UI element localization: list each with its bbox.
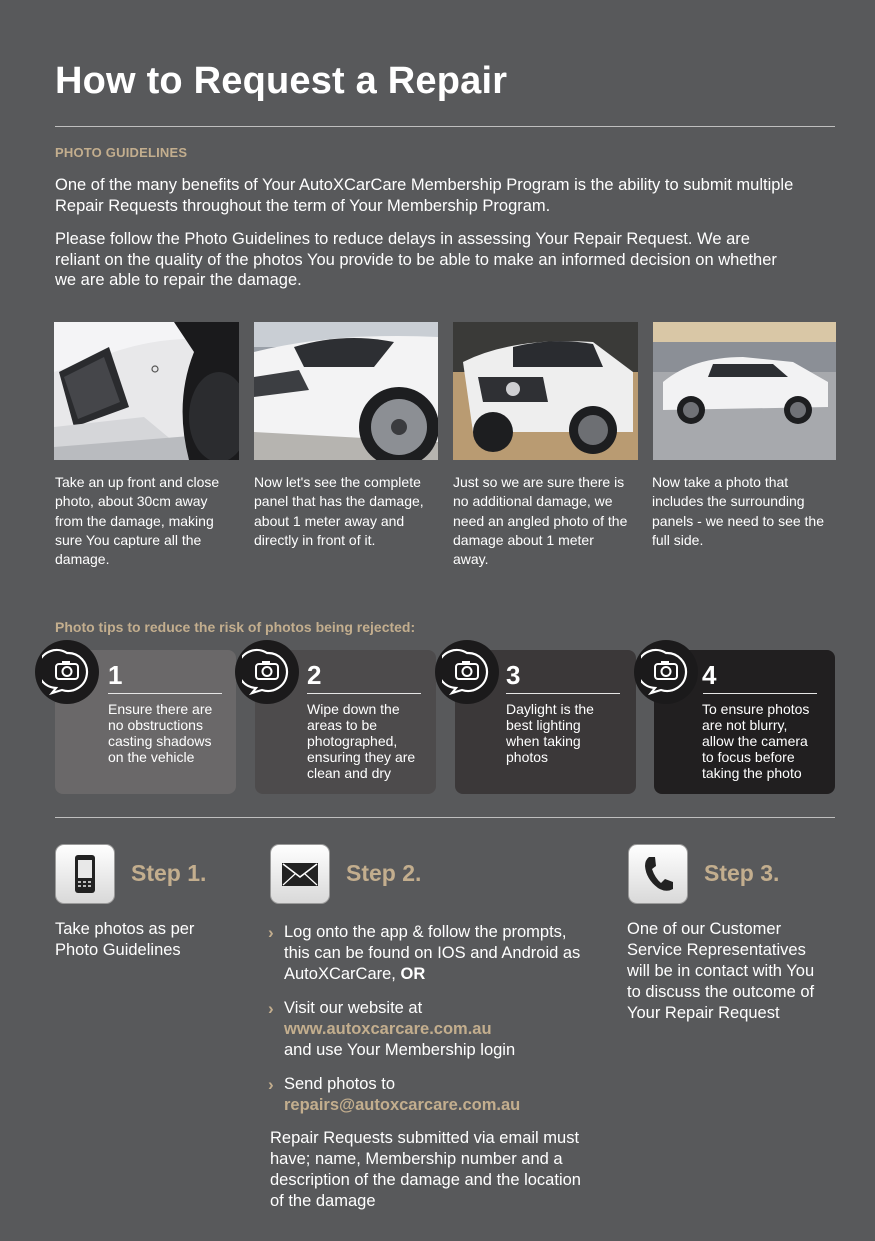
mobile-phone-icon <box>55 844 115 904</box>
steps-divider <box>55 817 835 818</box>
bullet-website-text: Visit our website at <box>284 999 423 1017</box>
step-2-note: Repair Requests submitted via email must have; name, Membership number and a description of the damage and the location of the damage <box>270 1129 581 1210</box>
tip-number-4: 4 <box>702 660 717 690</box>
step-3-title: Step 3. <box>704 860 780 886</box>
camera-icon <box>35 640 99 704</box>
camera-icon <box>235 640 299 704</box>
camera-icon <box>634 640 698 704</box>
photo-caption-1: Take an up front and close photo, about 30cm away from the damage, making sure You capture all the damage. <box>55 474 220 568</box>
telephone-icon <box>628 844 688 904</box>
tip-divider-1 <box>108 693 222 694</box>
chevron-right-icon: › <box>268 999 274 1018</box>
photo-full-side <box>653 322 836 460</box>
photo-close-up <box>54 322 239 460</box>
photo-guidelines-label: PHOTO GUIDELINES <box>55 145 188 160</box>
email-link[interactable]: repairs@autoxcarcare.com.au <box>284 1096 521 1114</box>
tip-divider-2 <box>307 693 421 694</box>
bullet-app-text: Log onto the app & follow the prompts, this can be found on IOS and Android as AutoXCarCare, <box>284 923 581 983</box>
bullet-app-or: OR <box>400 965 426 983</box>
photo-tips-label: Photo tips to reduce the risk of photos being rejected: <box>55 619 416 635</box>
step-1-text: Take photos as per Photo Guidelines <box>55 920 195 959</box>
tip-number-1: 1 <box>108 660 123 690</box>
photo-caption-2: Now let's see the complete panel that has the damage, about 1 meter away and directly in front of it. <box>254 474 424 548</box>
page-title: How to Request a Repair <box>55 60 508 102</box>
envelope-icon <box>270 844 330 904</box>
tip-text-1: Ensure there are no obstructions casting shadows on the vehicle <box>108 701 213 765</box>
camera-icon <box>435 640 499 704</box>
title-divider <box>55 126 835 127</box>
tip-text-4: To ensure photos are not blurry, allow the camera to focus before taking the photo <box>702 701 810 781</box>
step-2-title: Step 2. <box>346 860 422 886</box>
tip-divider-4 <box>703 693 817 694</box>
bullet-website-after: and use Your Membership login <box>284 1041 516 1059</box>
guidelines-paragraph: Please follow the Photo Guidelines to reduce delays in assessing Your Repair Request. We are reliant on the quality of the photos You provide to be able to make an informed decision on whether we are able to repair the damage. <box>55 230 777 289</box>
website-link[interactable]: www.autoxcarcare.com.au <box>284 1020 492 1038</box>
intro-paragraph: One of the many benefits of Your AutoXCarCare Membership Program is the ability to submit multiple Repair Requests throughout the term of Your Membership Program. <box>55 176 794 215</box>
tip-number-2: 2 <box>307 660 322 690</box>
photo-angled <box>453 322 638 460</box>
step-1-title: Step 1. <box>131 860 207 886</box>
tip-text-3: Daylight is the best lighting when taking photos <box>506 701 594 765</box>
photo-caption-3: Just so we are sure there is no additional damage, we need an angled photo of the damage about 1 meter away. <box>453 474 628 568</box>
step-3-text: One of our Customer Service Representatives will be in contact with You to discuss the outcome of Your Repair Request <box>627 920 815 1022</box>
chevron-right-icon: › <box>268 1075 274 1094</box>
chevron-right-icon: › <box>268 923 274 942</box>
tip-divider-3 <box>506 693 620 694</box>
tip-number-3: 3 <box>506 660 521 690</box>
photo-full-panel <box>254 322 438 460</box>
photo-caption-4: Now take a photo that includes the surrounding panels - we need to see the full side. <box>652 474 825 548</box>
bullet-email-text: Send photos to <box>284 1075 396 1093</box>
tip-text-2: Wipe down the areas to be photographed, ensuring they are clean and dry <box>307 701 416 781</box>
